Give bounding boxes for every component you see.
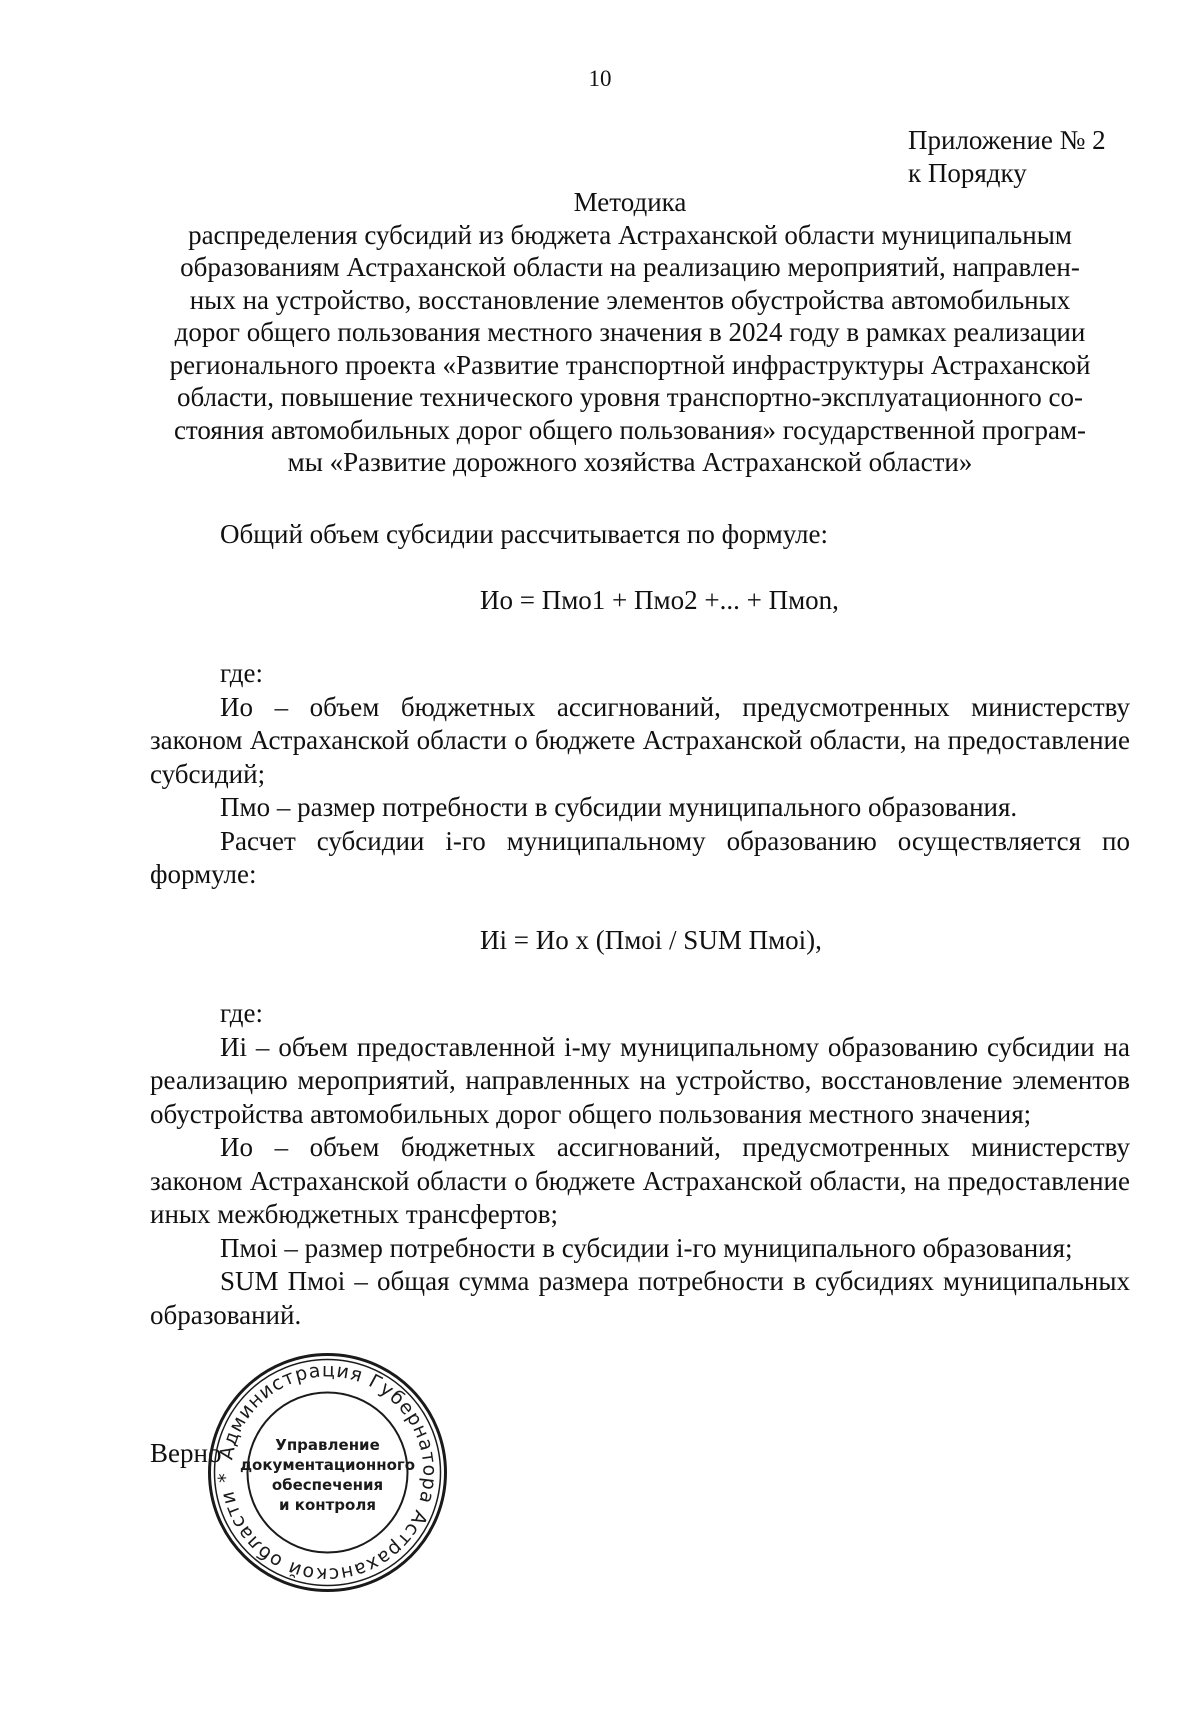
stamp-center-line: обеспечения (271, 1476, 384, 1494)
where-label: где: (220, 658, 263, 688)
page-number: 10 (588, 66, 612, 91)
where-label: где: (220, 998, 263, 1028)
appendix-reference (908, 124, 1106, 190)
title-line: распределения субсидий из бюджета Астраханской области муниципальным (188, 219, 1072, 250)
intro-paragraph: Общий объем субсидии рассчитывается по формуле: (220, 519, 829, 549)
formula-total: Ио = Пмо1 + Пмо2 +... + Пмоn, (480, 584, 839, 615)
stamp-seal-icon (205, 1350, 450, 1595)
title-line: дорог общего пользования местного значения в 2024 году в рамках реализации (174, 317, 1086, 347)
appendix-line-1: Приложение № 2 (908, 125, 1106, 155)
calc-paragraph: Расчет субсидии i-го муниципальному образованию осуществляется по формуле: (150, 825, 1130, 889)
title-line: стояния автомобильных дорог общего пользования» государственной програм- (173, 414, 1087, 445)
stamp-ring-text: Администрация Губернатора Астраханской области * (214, 1359, 441, 1586)
definition-io: Ио – объем бюджетных ассигнований, предусмотренных министерству законом Астраханской области о бюджете Астраханской области, на предоставление субсидий; (150, 691, 1130, 789)
signature-area (150, 1350, 550, 1610)
definition-pmo: Пмо – размер потребности в субсидии муниципального образования. (220, 792, 1018, 822)
definition-io-2: Ио – объем бюджетных ассигнований, предусмотренных министерству законом Астраханской области о бюджете Астраханской области, на предоставление иных межбюджетных трансфертов; (150, 1132, 1130, 1229)
appendix-line-2: к Порядку (908, 158, 1027, 188)
formula-individual: Иi = Ио х (Пмоi / SUM Пмоi), (480, 924, 822, 955)
title-heading: Методика (573, 187, 687, 217)
document-title (140, 186, 1120, 479)
title-line: мы «Развитие дорожного хозяйства Астраханской области» (287, 447, 973, 477)
verno-label: Верно (150, 1438, 222, 1468)
stamp-center-line: документационного (239, 1456, 416, 1474)
document-body (150, 518, 1130, 1332)
definition-pmoi: Пмоi – размер потребности в субсидии i-го муниципального образования; (220, 1232, 1073, 1263)
definition-ii: Иi – объем предоставленной i-му муниципальному образованию субсидии на реализацию мероприятий, направленных на устройство, восстановление элементов обустройства автомобильных дорог общего пользования местного значения; (150, 1031, 1130, 1129)
title-line: области, повышение технического уровня транспортно-эксплуатационного со- (176, 382, 1084, 412)
stamp-center-line: и контроля (279, 1496, 376, 1514)
definition-sum: SUM Пмоi – общая сумма размера потребности в субсидиях муниципальных образований. (150, 1266, 1130, 1330)
title-line: образованиям Астраханской области на реализацию мероприятий, направлен- (180, 252, 1080, 282)
title-line: ных на устройство, восстановление элементов обустройства автомобильных (189, 284, 1071, 315)
stamp-center-line: Управление (275, 1436, 380, 1454)
official-stamp (205, 1350, 450, 1595)
title-line: регионального проекта «Развитие транспортной инфраструктуры Астраханской (169, 349, 1091, 380)
